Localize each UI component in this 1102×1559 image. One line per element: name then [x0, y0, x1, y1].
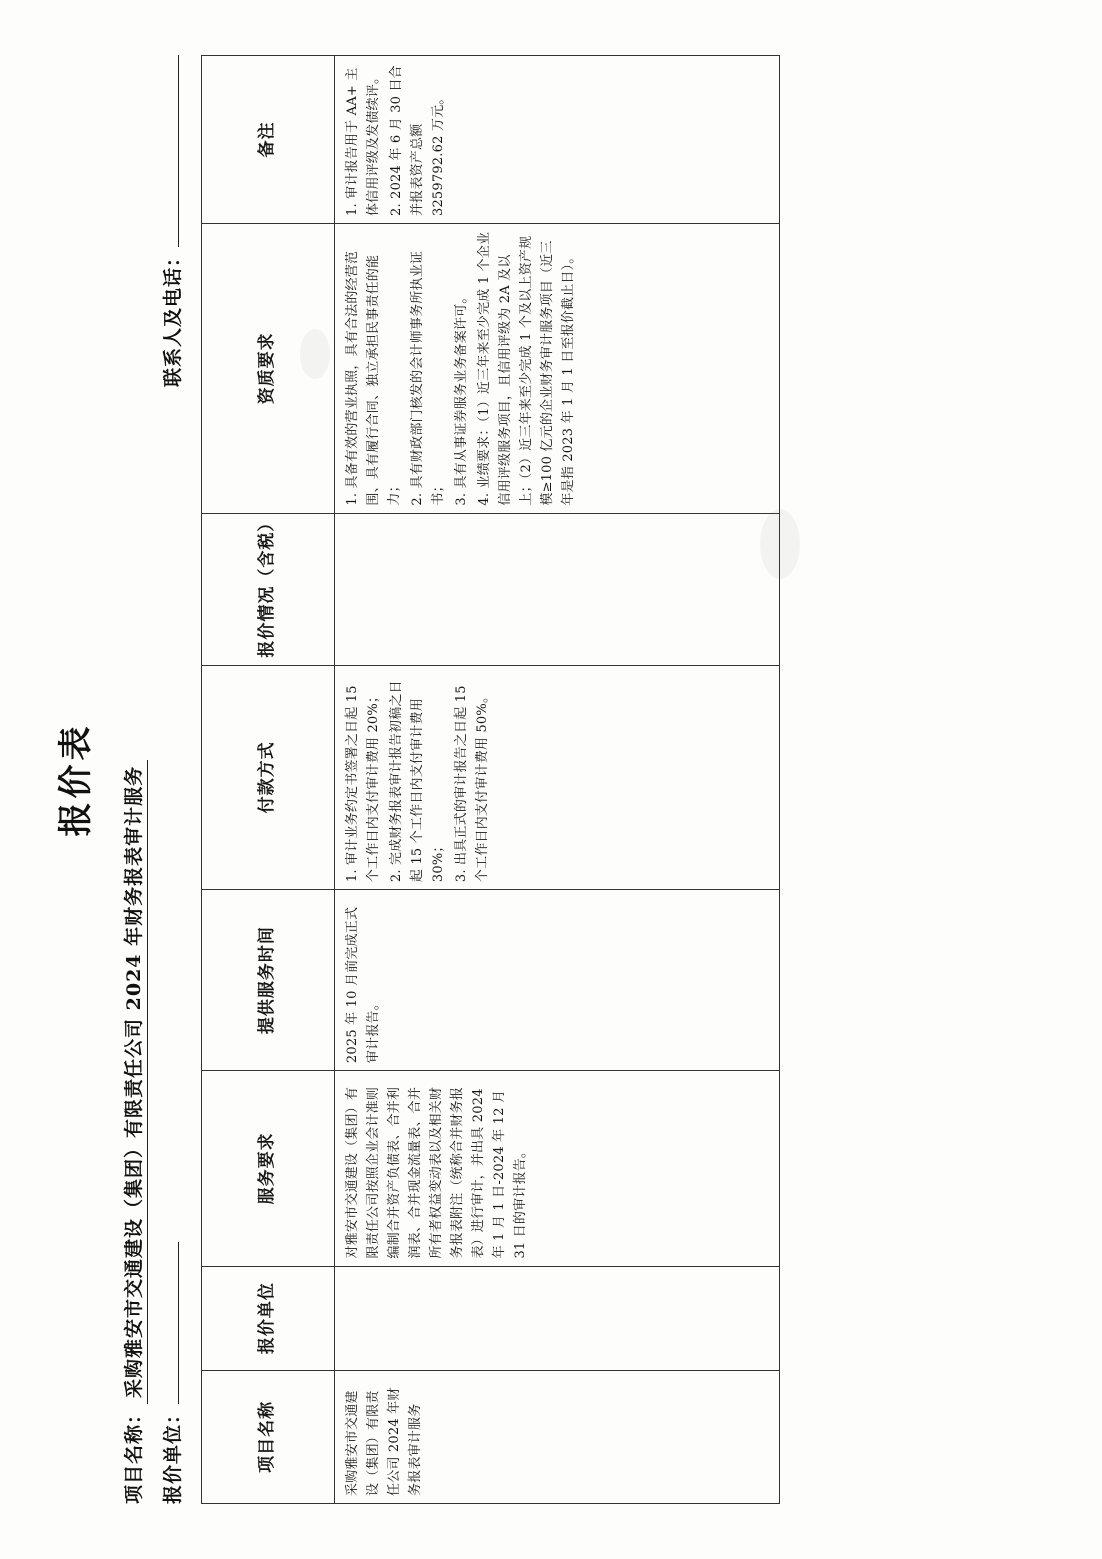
remark-item: 2. 2024 年 6 月 30 日合并报表资产总额 3259792.62 万元。: [389, 65, 447, 217]
header-remark: 备注: [202, 56, 335, 224]
cell-service-requirement: 对雅安市交通建设（集团）有限责任公司按照企业会计准则编制合并资产负债表、合并利润表、合并现金流量表、合并所有者权益变动表以及相关财务报表附注（统称合并财务报表）进行审计，并出具 2024 年 1 月 1 日-2024 年 12 月 31 日的审计报告。: [335, 1071, 780, 1266]
header-quote-unit: 报价单位: [202, 1266, 335, 1370]
cell-remark: [335, 56, 780, 224]
cell-payment-method: [335, 665, 780, 889]
contact-label: 联系人及电话：: [162, 247, 184, 388]
page-title: 报价表: [56, 722, 96, 837]
table-row: [335, 56, 780, 1504]
project-name-line: [119, 55, 148, 1504]
quoter-label: 报价单位：: [162, 1403, 184, 1504]
payment-item: 2. 完成财务报表审计报告初稿之日起 15 个工作日内支付审计费用 30%；: [389, 680, 447, 883]
project-name-value: 采购雅安市交通建设（集团）有限责任公司 2024 年财务报表审计服务: [119, 760, 148, 1404]
cell-project-name: 采购雅安市交通建设（集团）有限责任公司 2024 年财务报表审计服务: [335, 1370, 780, 1503]
qualification-item: 1. 具备有效的营业执照，具有合法的经营范围、具有履行合同、独立承担民事责任的能力；: [345, 250, 403, 506]
cell-qualification: [335, 224, 780, 514]
payment-item: 3. 出具正式的审计报告之日起 15 个工作日内支付审计费用 50%。: [454, 685, 491, 883]
qualification-item: 3. 具有从事证券服务业务备案许可。: [454, 290, 470, 506]
qualification-item: 4. 业绩要求：（1）近三年来至少完成 1 个企业信用评级服务项目，且信用评级为 2A 及以上；（2）近三年来至少完成 1 个及以上资产规模≥100 亿元的企业财务审计服务项目（近三年是指 2023 年 1 月 1 日至报价截止日）。: [477, 231, 577, 506]
project-name-label: 项目名称：: [123, 1403, 145, 1504]
cell-quote-unit[interactable]: [335, 1266, 780, 1370]
table-header-row: [202, 56, 335, 1504]
header-project-name: 项目名称: [202, 1370, 335, 1503]
header-quote-amount: 报价情况（含税）: [202, 513, 335, 665]
quoter-line: [158, 1242, 185, 1504]
cell-quote-amount[interactable]: [335, 513, 780, 665]
cell-service-time: 2025 年 10 月前完成正式审计报告。: [335, 890, 780, 1071]
remark-item: 1. 审计报告用于 AA+ 主体信用评级及发债续评。: [345, 67, 382, 217]
header-service-requirement: 服务要求: [202, 1071, 335, 1266]
payment-item: 1. 审计业务约定书签署之日起 15 个工作日内支付审计费用 20%；: [345, 685, 382, 883]
quoter-value[interactable]: [177, 1242, 179, 1404]
quotation-table: [201, 55, 780, 1504]
contact-line: [158, 55, 185, 387]
qualification-item: 2. 具有财政部门核发的会计师事务所执业证书；: [410, 250, 447, 506]
header-qualification: 资质要求: [202, 224, 335, 514]
contact-value[interactable]: [177, 55, 179, 247]
header-service-time: 提供服务时间: [202, 890, 335, 1071]
header-payment-method: 付款方式: [202, 665, 335, 889]
